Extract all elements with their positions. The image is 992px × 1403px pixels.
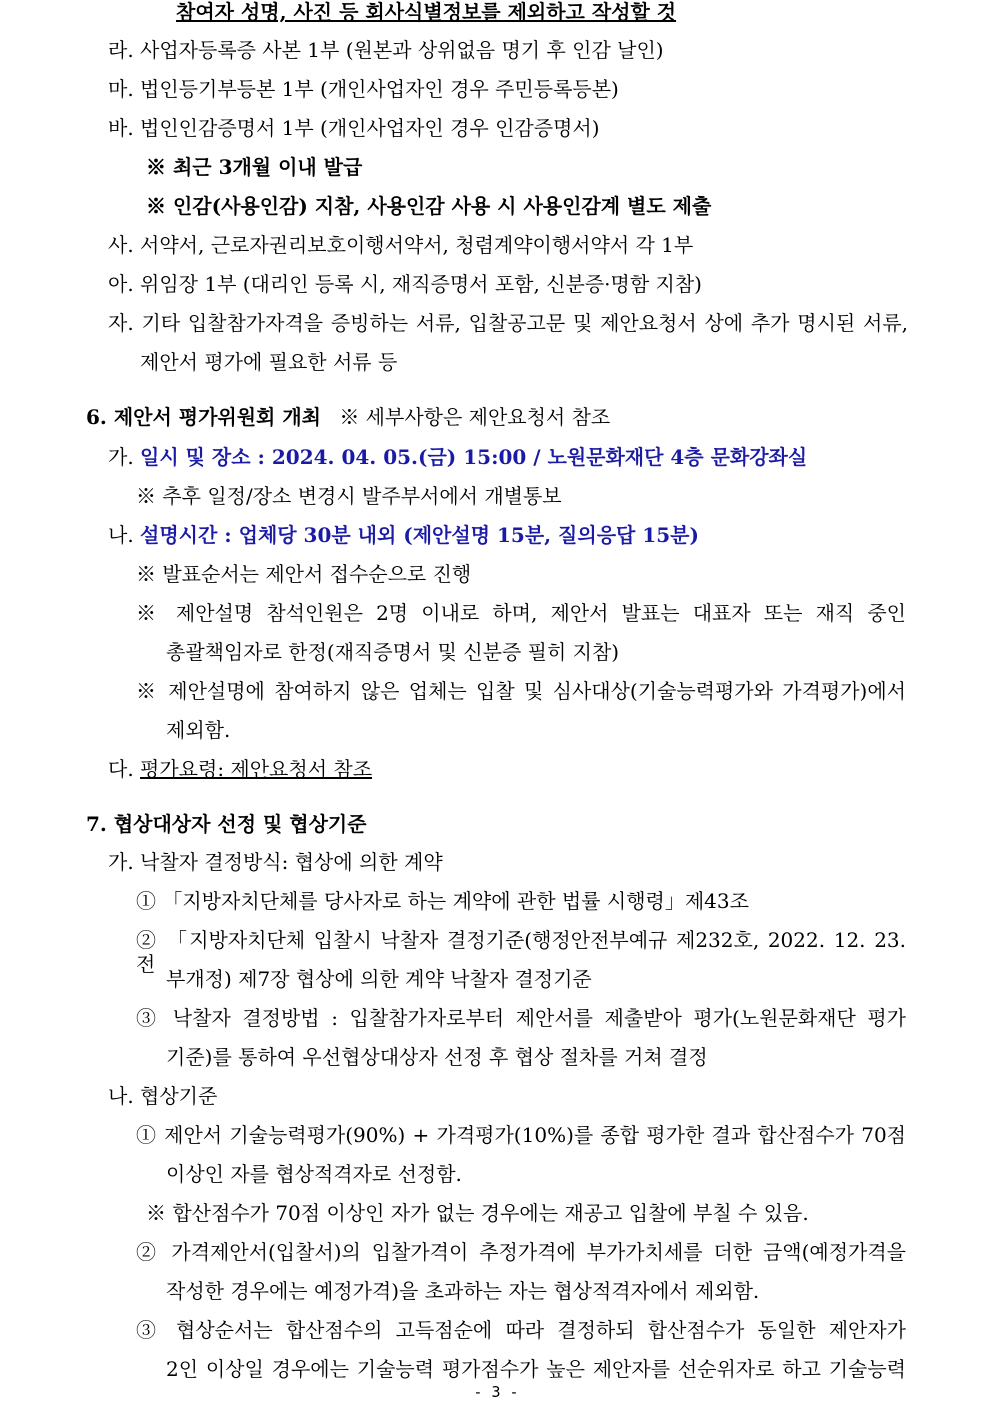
section7-ga-3-line2: 기준)를 통하여 우선협상대상자 선정 후 협상 절차를 거쳐 결정: [166, 1045, 708, 1069]
section6-heading: [86, 405, 610, 429]
section6-ga-text: 일시 및 장소 : 2024. 04. 05.(금) 15:00 / 노원문화재단 4층 문화강좌실: [140, 445, 808, 469]
section7-na-1-line2: 이상인 자를 협상적격자로 선정함.: [166, 1162, 462, 1186]
section7-na: 나. 협상기준: [108, 1084, 218, 1108]
item-ja-line1: 자. 기타 입찰참가자격을 증빙하는 서류, 입찰공고문 및 제안요청서 상에 추가 명시된 서류,: [108, 311, 908, 335]
section6-na-prefix: 나.: [108, 523, 134, 547]
section6-title-note: ※ 세부사항은 제안요청서 참조: [339, 405, 611, 429]
section6-na-note3-line2: 제외함.: [166, 718, 231, 742]
section7-ga-2-line2: 부개정) 제7장 협상에 의한 계약 낙찰자 결정기준: [166, 967, 592, 991]
page-number: - 3 -: [473, 1383, 519, 1401]
section6-da-prefix: 다.: [108, 757, 134, 781]
section6-na-note3-line1: ※ 제안설명에 참여하지 않은 업체는 입찰 및 심사대상(기술능력평가와 가격평가)에서: [136, 679, 906, 703]
item-ba: 바. 법인인감증명서 1부 (개인사업자인 경우 인감증명서): [108, 116, 600, 140]
item-ja-line2: 제안서 평가에 필요한 서류 등: [140, 350, 398, 374]
section7-na-note: ※ 합산점수가 70점 이상인 자가 없는 경우에는 재공고 입찰에 부칠 수 있음.: [146, 1201, 809, 1225]
section7-na-1-line1: ① 제안서 기술능력평가(90%) + 가격평가(10%)를 종합 평가한 결과 합산점수가 70점: [136, 1123, 906, 1147]
section6-na-text: 설명시간 : 업체당 30분 내외 (제안설명 15분, 질의응답 15분): [140, 523, 699, 547]
section6-na-note1: ※ 발표순서는 제안서 접수순으로 진행: [136, 562, 472, 586]
section6-da-text: 평가요령: 제안요청서 참조: [140, 757, 373, 781]
item-a: 아. 위임장 1부 (대리인 등록 시, 재직증명서 포함, 신분증·명함 지참): [108, 272, 702, 296]
item-ma: 마. 법인등기부등본 1부 (개인사업자인 경우 주민등록등본): [108, 77, 619, 101]
section7-ga-1: ① 「지방자치단체를 당사자로 하는 계약에 관한 법률 시행령」제43조: [136, 889, 749, 913]
section6-ga: [108, 445, 807, 469]
section7-na-2-line2: 작성한 경우에는 예정가격)을 초과하는 자는 협상적격자에서 제외함.: [166, 1279, 760, 1303]
note-issue-date: ※ 최근 3개월 이내 발급: [146, 155, 363, 179]
section6-na: [108, 523, 699, 547]
note-seal: ※ 인감(사용인감) 지참, 사용인감 사용 시 사용인감계 별도 제출: [146, 194, 712, 218]
section7-ga: 가. 낙찰자 결정방식: 협상에 의한 계약: [108, 850, 443, 874]
top-note: 참여자 성명, 사진 등 회사식별정보를 제외하고 작성할 것: [176, 0, 677, 24]
item-sa: 사. 서약서, 근로자권리보호이행서약서, 청렴계약이행서약서 각 1부: [108, 233, 694, 257]
section6-da: [108, 757, 372, 781]
section6-ga-prefix: 가.: [108, 445, 134, 469]
section7-ga-3-line1: ③ 낙찰자 결정방법 : 입찰참가자로부터 제안서를 제출받아 평가(노원문화재단 평가: [136, 1006, 906, 1030]
section7-na-2-line1: ② 가격제안서(입찰서)의 입찰가격이 추정가격에 부가가치세를 더한 금액(예정가격을: [136, 1240, 906, 1264]
section6-na-note2-line2: 총괄책임자로 한정(재직증명서 및 신분증 필히 지참): [166, 640, 620, 664]
section6-ga-note: ※ 추후 일정/장소 변경시 발주부서에서 개별통보: [136, 484, 562, 508]
item-ra: 라. 사업자등록증 사본 1부 (원본과 상위없음 명기 후 인감 날인): [108, 38, 664, 62]
section6-na-note2-line1: ※ 제안설명 참석인원은 2명 이내로 하며, 제안서 발표는 대표자 또는 재직 중인: [136, 601, 906, 625]
section7-ga-2-line1: ② 「지방자치단체 입찰시 낙찰자 결정기준(행정안전부예규 제232호, 2022. 12. 23. 전: [136, 928, 906, 976]
section7-title: 7. 협상대상자 선정 및 협상기준: [86, 812, 367, 836]
section6-title: 6. 제안서 평가위원회 개최: [86, 405, 321, 429]
section7-na-3-line1: ③ 협상순서는 합산점수의 고득점순에 따라 결정하되 합산점수가 동일한 제안자가: [136, 1318, 906, 1342]
section7-na-3-line2: 2인 이상일 경우에는 기술능력 평가점수가 높은 제안자를 선순위자로 하고 기술능력: [166, 1357, 906, 1381]
